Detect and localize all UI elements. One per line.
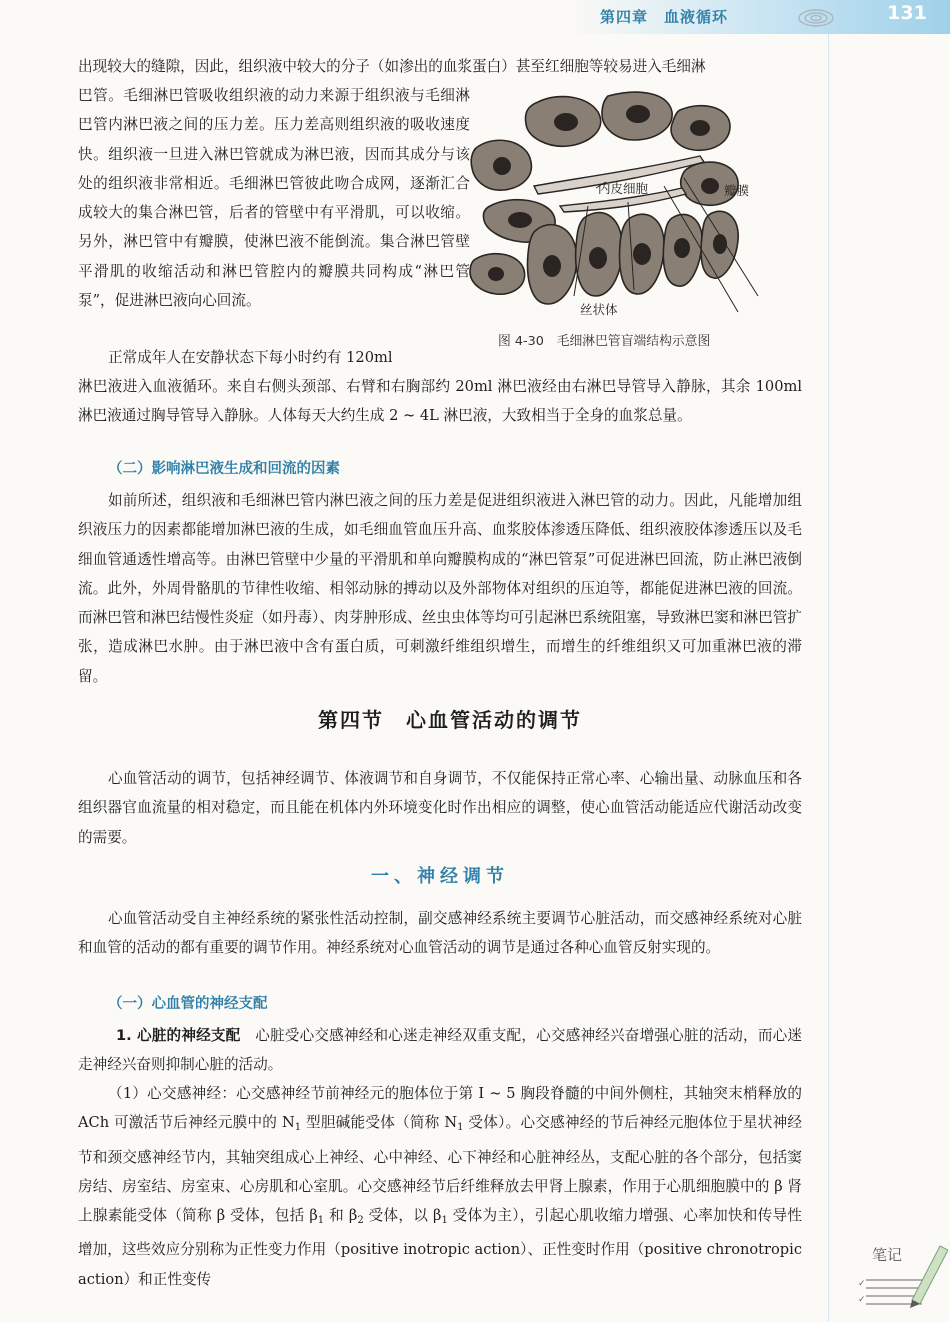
paragraph-6-lead: 1. 心脏的神经支配 (116, 1027, 241, 1044)
swirl-ornament-icon (796, 4, 836, 30)
paragraph-7-text-2: 型胆碱能受体（简称 N (301, 1114, 458, 1132)
subscript: 1 (317, 1215, 325, 1227)
paragraph-6-text: 心脏受心交感神经和心迷走神经双重支配，心交感神经兴奋增强心脏的活动，而心迷走神经兴奋则抑制心脏的活动。 (78, 1027, 802, 1074)
figure-label-valve: 瓣膜 (724, 183, 750, 198)
figure-label-filament: 丝状体 (580, 302, 618, 317)
svg-text:✓: ✓ (858, 1295, 866, 1305)
subsection-title: 一、神经调节 (371, 866, 509, 887)
chapter-title: 第四章 血液循环 (600, 8, 729, 26)
paragraph-3: 如前所述，组织液和毛细淋巴管内淋巴液之间的压力差是促进组织液进入淋巴管的动力。因此，凡能增加组织液压力的因素都能增加淋巴液的生成，如毛细血管血压升高、血浆胶体渗透压降低、组织液胶体渗透压以及毛细血管通透性增高等。由淋巴管壁中少量的平滑肌和单向瓣膜构成的“淋巴管泵”可促进淋巴回流，防止淋巴液倒流。此外，外周骨骼肌的节律性收缩、相邻动脉的搏动以及外部物体对组织的压迫等，都能促进淋巴液的回流。而淋巴管和淋巴结慢性炎症（如丹毒）、肉芽肿形成、丝虫虫体等均可引起淋巴系统阻塞，导致淋巴窦和淋巴管扩张，造成淋巴水肿。由于淋巴液中含有蛋白质，可刺激纤维组织增生，而增生的纤维组织又可加重淋巴液的滞留。 (78, 492, 802, 685)
paragraph-7-text-6: 受体为主），引起心肌收缩力增强、心率加快和传导性增加，这些效应分别称为正性变力作用（positive inotropic action）、正性变时作用（positive chronotropic action）和正性变传 (78, 1207, 803, 1288)
svg-text:✓: ✓ (858, 1279, 866, 1289)
paragraph-2-line-1: 正常成年人在安静状态下每小时约有 120ml (108, 349, 393, 366)
subscript: 2 (357, 1215, 364, 1227)
margin-rule (828, 34, 829, 1322)
subscript: 1 (294, 1122, 302, 1134)
notes-label: 笔记 (872, 1246, 903, 1264)
subscript: 1 (441, 1215, 448, 1227)
paragraph-7-text-3: 受体）。心交感神经的节后神经元胞体位于星状神经节和颈交感神经节内，其轴突组成心上神经、心中神经、心下神经和心脏神经丛，支配心脏的各个部分，包括窦房结、房室结、房室束、心房肌和心室肌。心交感神经节后纤维释放去甲肾上腺素，作用于心肌细胞膜中的 β 肾上腺素能受体（简称 β 受体，包括 β (78, 1114, 803, 1225)
paragraph-2-rest: 淋巴液进入血液循环。来自右侧头颈部、右臂和右胸部约 20ml 淋巴液经由右淋巴导管导入静脉，其余 100ml 淋巴液通过胸导管导入静脉。人体每天大约生成 2 ~ 4L 淋巴液，大致相当于全身的血浆总量。 (78, 378, 802, 425)
paragraph-6 (78, 1021, 802, 1080)
paragraph-4: 心血管活动的调节，包括神经调节、体液调节和自身调节，不仅能保持正常心率、心输出量、动脉血压和各组织器官血流量的相对稳定，而且能在机体内外环境变化时作出相应的调整，使心血管活动能适应代谢活动改变的需要。 (78, 770, 802, 846)
subscript: 1 (457, 1122, 464, 1134)
paragraph-1-wrapped: 巴管。毛细淋巴管吸收组织液的动力来源于组织液与毛细淋巴管内淋巴液之间的压力差。压力差高则组织液的吸收速度快。组织液一旦进入淋巴管就成为淋巴液，因而其成分与该处的组织液非常相近。毛细淋巴管彼此吻合成网，逐渐汇合成较大的集合淋巴管，后者的管壁中有平滑肌，可以收缩。另外，淋巴管中有瓣膜，使淋巴液不能倒流。集合淋巴管壁平滑肌的收缩活动和淋巴管腔内的瓣膜共同构成“淋巴管泵”，促进淋巴液向心回流。 (78, 87, 470, 310)
paragraph-1-line-1: 出现较大的缝隙，因此，组织液中较大的分子（如渗出的血浆蛋白）甚至红细胞等较易进入毛细淋 (78, 58, 706, 75)
lymph-capillary-figure (468, 82, 768, 334)
page-number: 131 (887, 2, 927, 24)
paragraph-7-text-5: 受体，以 β (363, 1207, 442, 1225)
subheading-lymph-factors: （二）影响淋巴液生成和回流的因素 (108, 461, 340, 477)
paragraph-7 (78, 1079, 802, 1294)
paragraph-7-text-4: 和 β (324, 1207, 358, 1225)
figure-caption: 图 4-30 毛细淋巴管盲端结构示意图 (498, 334, 711, 349)
paragraph-5: 心血管活动受自主神经系统的紧张性活动控制，副交感神经系统主要调节心脏活动，而交感神经系统对心脏和血管的活动的都有重要的调节作用。神经系统对心血管活动的调节是通过各种心血管反射实现的。 (78, 910, 802, 957)
paragraph-7-text-1: （1）心交感神经：心交感神经节前神经元的胞体位于第 Ⅰ ~ 5 胸段脊髓的中间外侧柱，其轴突末梢释放的 ACh 可激活节后神经元膜中的 N (78, 1085, 802, 1132)
subheading-cardiovascular-innervation: （一）心血管的神经支配 (108, 996, 268, 1012)
section-title: 第四节 心血管活动的调节 (318, 708, 582, 732)
figure-label-endothelial: 内皮细胞 (598, 181, 649, 196)
